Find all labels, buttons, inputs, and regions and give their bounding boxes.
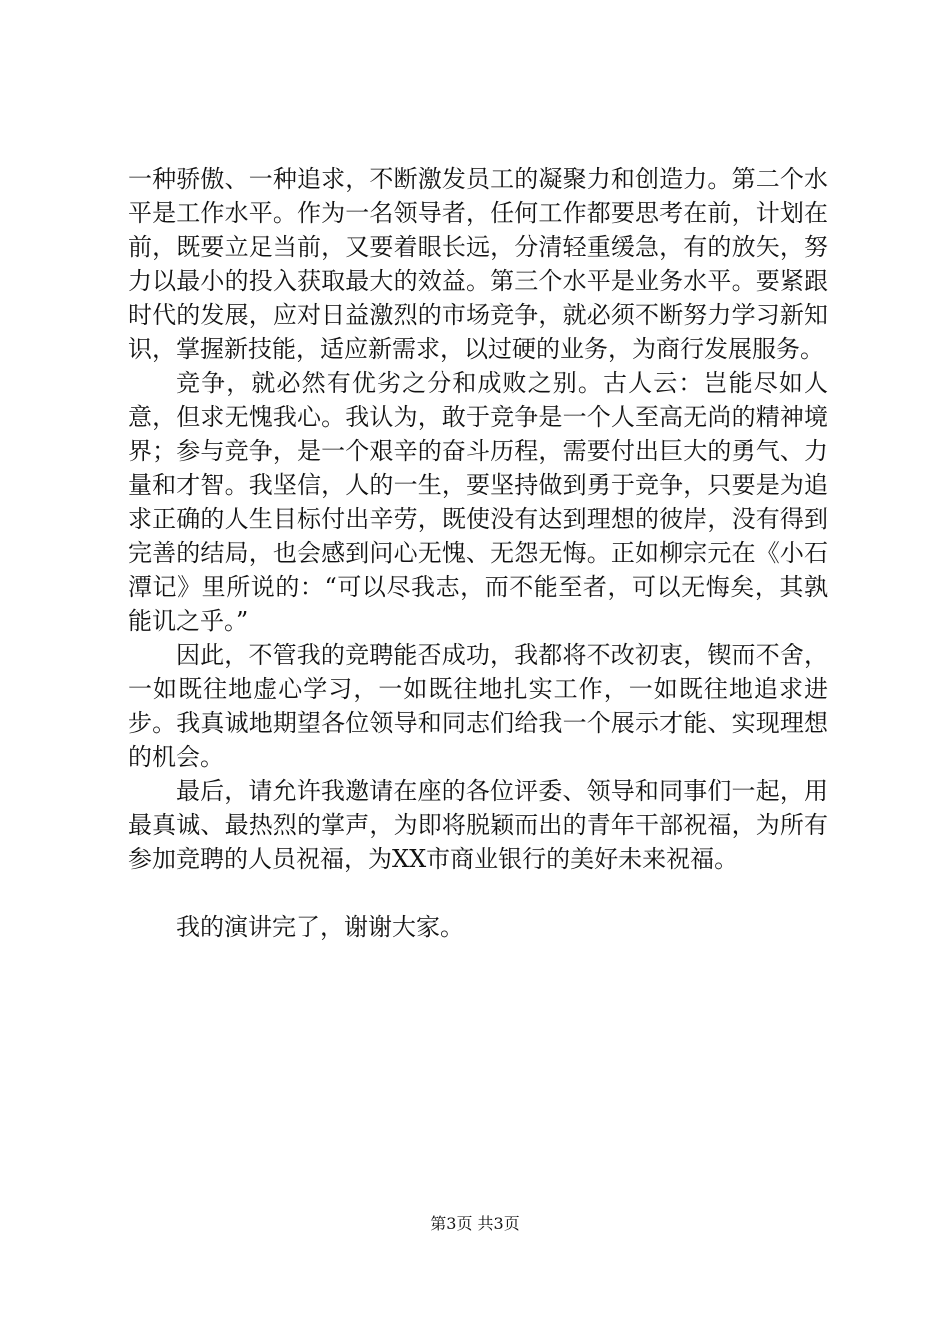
- paragraph-competition: 竞争，就必然有优劣之分和成败之别。古人云：岂能尽如人意，但求无愧我心。我认为，敢于竞争是一个人至高无尚的精神境界；参与竞争，是一个艰辛的奋斗历程，需要付出巨大的勇气、力量和才智。我坚信，人的一生，要坚持做到勇于竞争，只要是为追求正确的人生目标付出辛劳，既使没有达到理想的彼岸，没有得到完善的结局，也会感到问心无愧、无怨无悔。正如柳宗元在《小石潭记》里所说的：“可以尽我志，而不能至者，可以无悔矣，其孰能讥之乎。”: [128, 369, 828, 635]
- paragraph-continued: 一种骄傲、一种追求，不断激发员工的凝聚力和创造力。第二个水平是工作水平。作为一名领导者，任何工作都要思考在前，计划在前，既要立足当前，又要着眼长远，分清轻重缓急，有的放矢，努力以最小的投入获取最大的效益。第三个水平是业务水平。要紧跟时代的发展，应对日益激烈的市场竞争，就必须不断努力学习新知识，掌握新技能，适应新需求，以过硬的业务，为商行发展服务。: [128, 165, 828, 363]
- page-number-footer: 第3页 共3页: [430, 1214, 520, 1233]
- document-body: [128, 162, 828, 944]
- paragraph-blessing: 最后，请允许我邀请在座的各位评委、领导和同事们一起，用最真诚、最热烈的掌声，为即将脱颖而出的青年干部祝福，为所有参加竞聘的人员祝福，为XX市商业银行的美好未来祝福。: [128, 777, 828, 873]
- paragraph-commitment: 因此，不管我的竞聘能否成功，我都将不改初衷，锲而不舍，一如既往地虚心学习，一如既往地扎实工作，一如既往地追求进步。我真诚地期望各位领导和同志们给我一个展示才能、实现理想的机会。: [128, 641, 828, 771]
- closing-line: 我的演讲完了，谢谢大家。: [176, 913, 464, 941]
